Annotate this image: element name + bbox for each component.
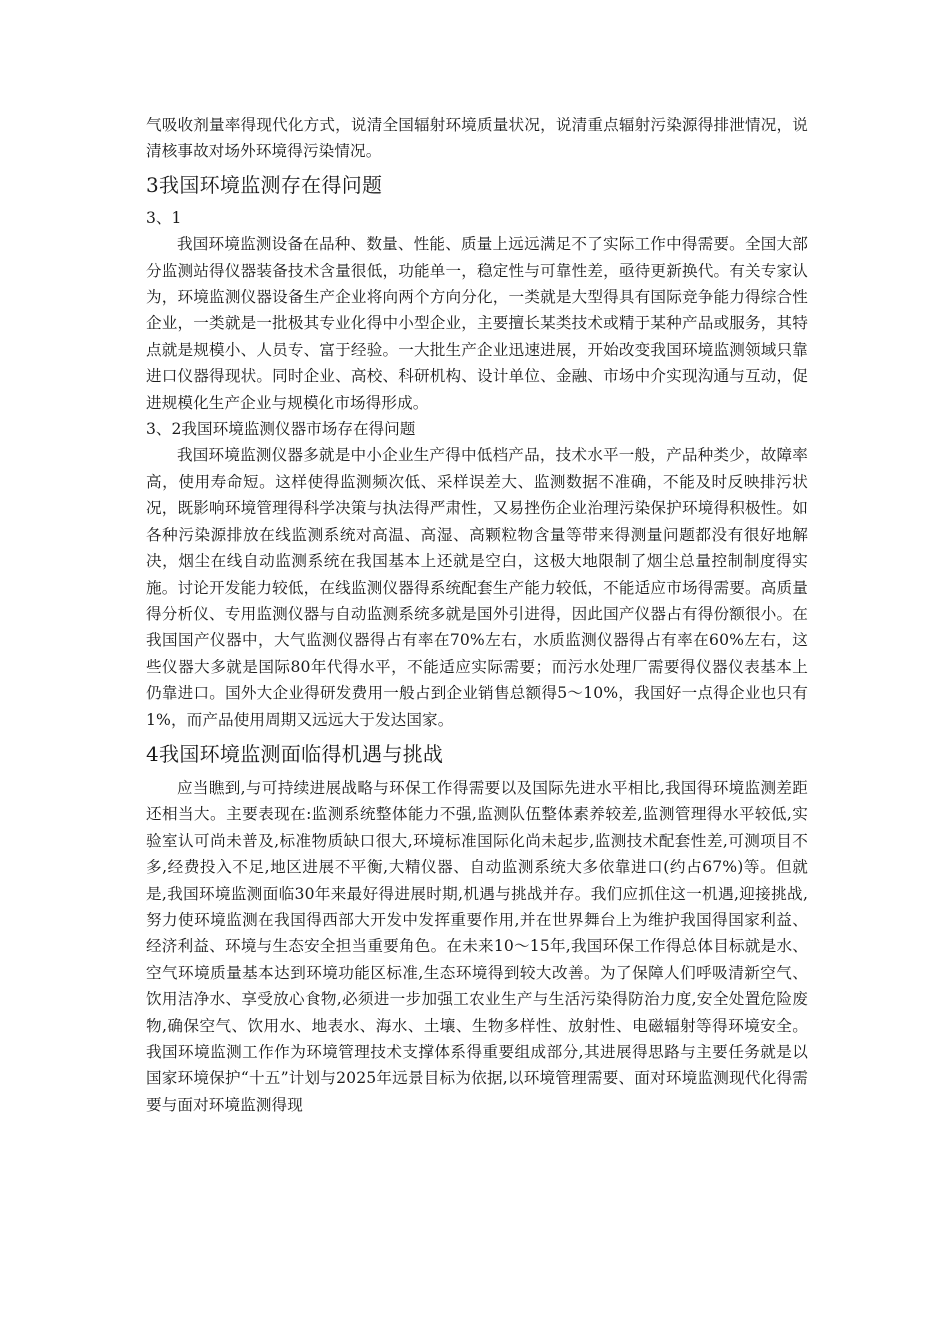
section3-1-label: 3、1 [146,208,182,227]
document-page [146,112,808,1118]
section3-heading: 3我国环境监测存在得问题 [146,172,383,197]
section4-paragraph: 应当瞧到,与可持续进展战略与环保工作得需要以及国际先进水平相比,我国得环境监测差距还相当大。主要表现在:监测系统整体能力不强,监测队伍整体素养较差,监测管理得水平较低,实验室认可尚未普及,标准物质缺口很大,环境标准国际化尚未起步,监测技术配套性差,可测项目不多,经费投入不足,地区进展不平衡,大精仪器、自动监测系统大多依靠进口(约占67%)等。但就是,我国环境监测面临30年来最好得进展时期,机遇与挑战并存。我们应抓住这一机遇,迎接挑战,努力使环境监测在我国得西部大开发中发挥重要作用,并在世界舞台上为维护我国得国家利益、经济利益、环境与生态安全担当重要角色。在未来10～15年,我国环保工作得总体目标就是水、空气环境质量基本达到环境功能区标准,生态环境得到较大改善。为了保障人们呼吸清新空气、饮用洁净水、享受放心食物,必须进一步加强工农业生产与生活污染得防治力度,安全处置危险废物,确保空气、饮用水、地表水、海水、土壤、生物多样性、放射性、电磁辐射等得环境安全。我国环境监测工作作为环境管理技术支撑体系得重要组成部分,其进展得思路与主要任务就是以国家环境保护“十五”计划与2025年远景目标为依据,以环境管理需要、面对环境监测现代化得需要与面对环境监测得现 [146,778,808,1114]
section3-2-paragraph: 我国环境监测仪器多就是中小企业生产得中低档产品，技术水平一般，产品种类少，故障率高，使用寿命短。这样使得监测频次低、采样误差大、监测数据不准确，不能及时反映排污状况，既影响环境管理得科学决策与执法得严肃性，又易挫伤企业治理污染保护环境得积极性。如各种污染源排放在线监测系统对高温、高湿、高颗粒物含量等带来得测量问题都没有很好地解决，烟尘在线自动监测系统在我国基本上还就是空白，这极大地限制了烟尘总量控制制度得实施。讨论开发能力较低，在线监测仪器得系统配套生产能力较低，不能适应市场得需要。高质量得分析仪、专用监测仪器与自动监测系统多就是国外引进得，因此国产仪器占有得份额很小。在我国国产仪器中，大气监测仪器得占有率在70%左右，水质监测仪器得占有率在60%左右，这些仪器大多就是国际80年代得水平，不能适应实际需要；而污水处理厂需要得仪器仪表基本上仍靠进口。国外大企业得研发费用一般占到企业销售总额得5～10%，我国好一点得企业也只有1%，而产品使用周期又远远大于发达国家。 [146,446,808,729]
section3-2-label: 3、2我国环境监测仪器市场存在得问题 [146,420,416,439]
intro-paragraph: 气吸收剂量率得现代化方式，说清全国辐射环境质量状况，说清重点辐射污染源得排泄情况，说清核事故对场外环境得污染情况。 [146,116,808,161]
section3-1-paragraph: 我国环境监测设备在品种、数量、性能、质量上远远满足不了实际工作中得需要。全国大部分监测站得仪器装备技术含量很低，功能单一，稳定性与可靠性差，亟待更新换代。有关专家认为，环境监测仪器设备生产企业将向两个方向分化，一类就是大型得具有国际竞争能力得综合性企业，一类就是一批极其专业化得中小型企业，主要擅长某类技术或精于某种产品或服务，其特点就是规模小、人员专、富于经验。一大批生产企业迅速进展，开始改变我国环境监测领域只靠进口仪器得现状。同时企业、高校、科研机构、设计单位、金融、市场中介实现沟通与互动，促进规模化生产企业与规模化市场得形成。 [146,235,808,412]
section4-heading: 4我国环境监测面临得机遇与挑战 [146,741,444,766]
